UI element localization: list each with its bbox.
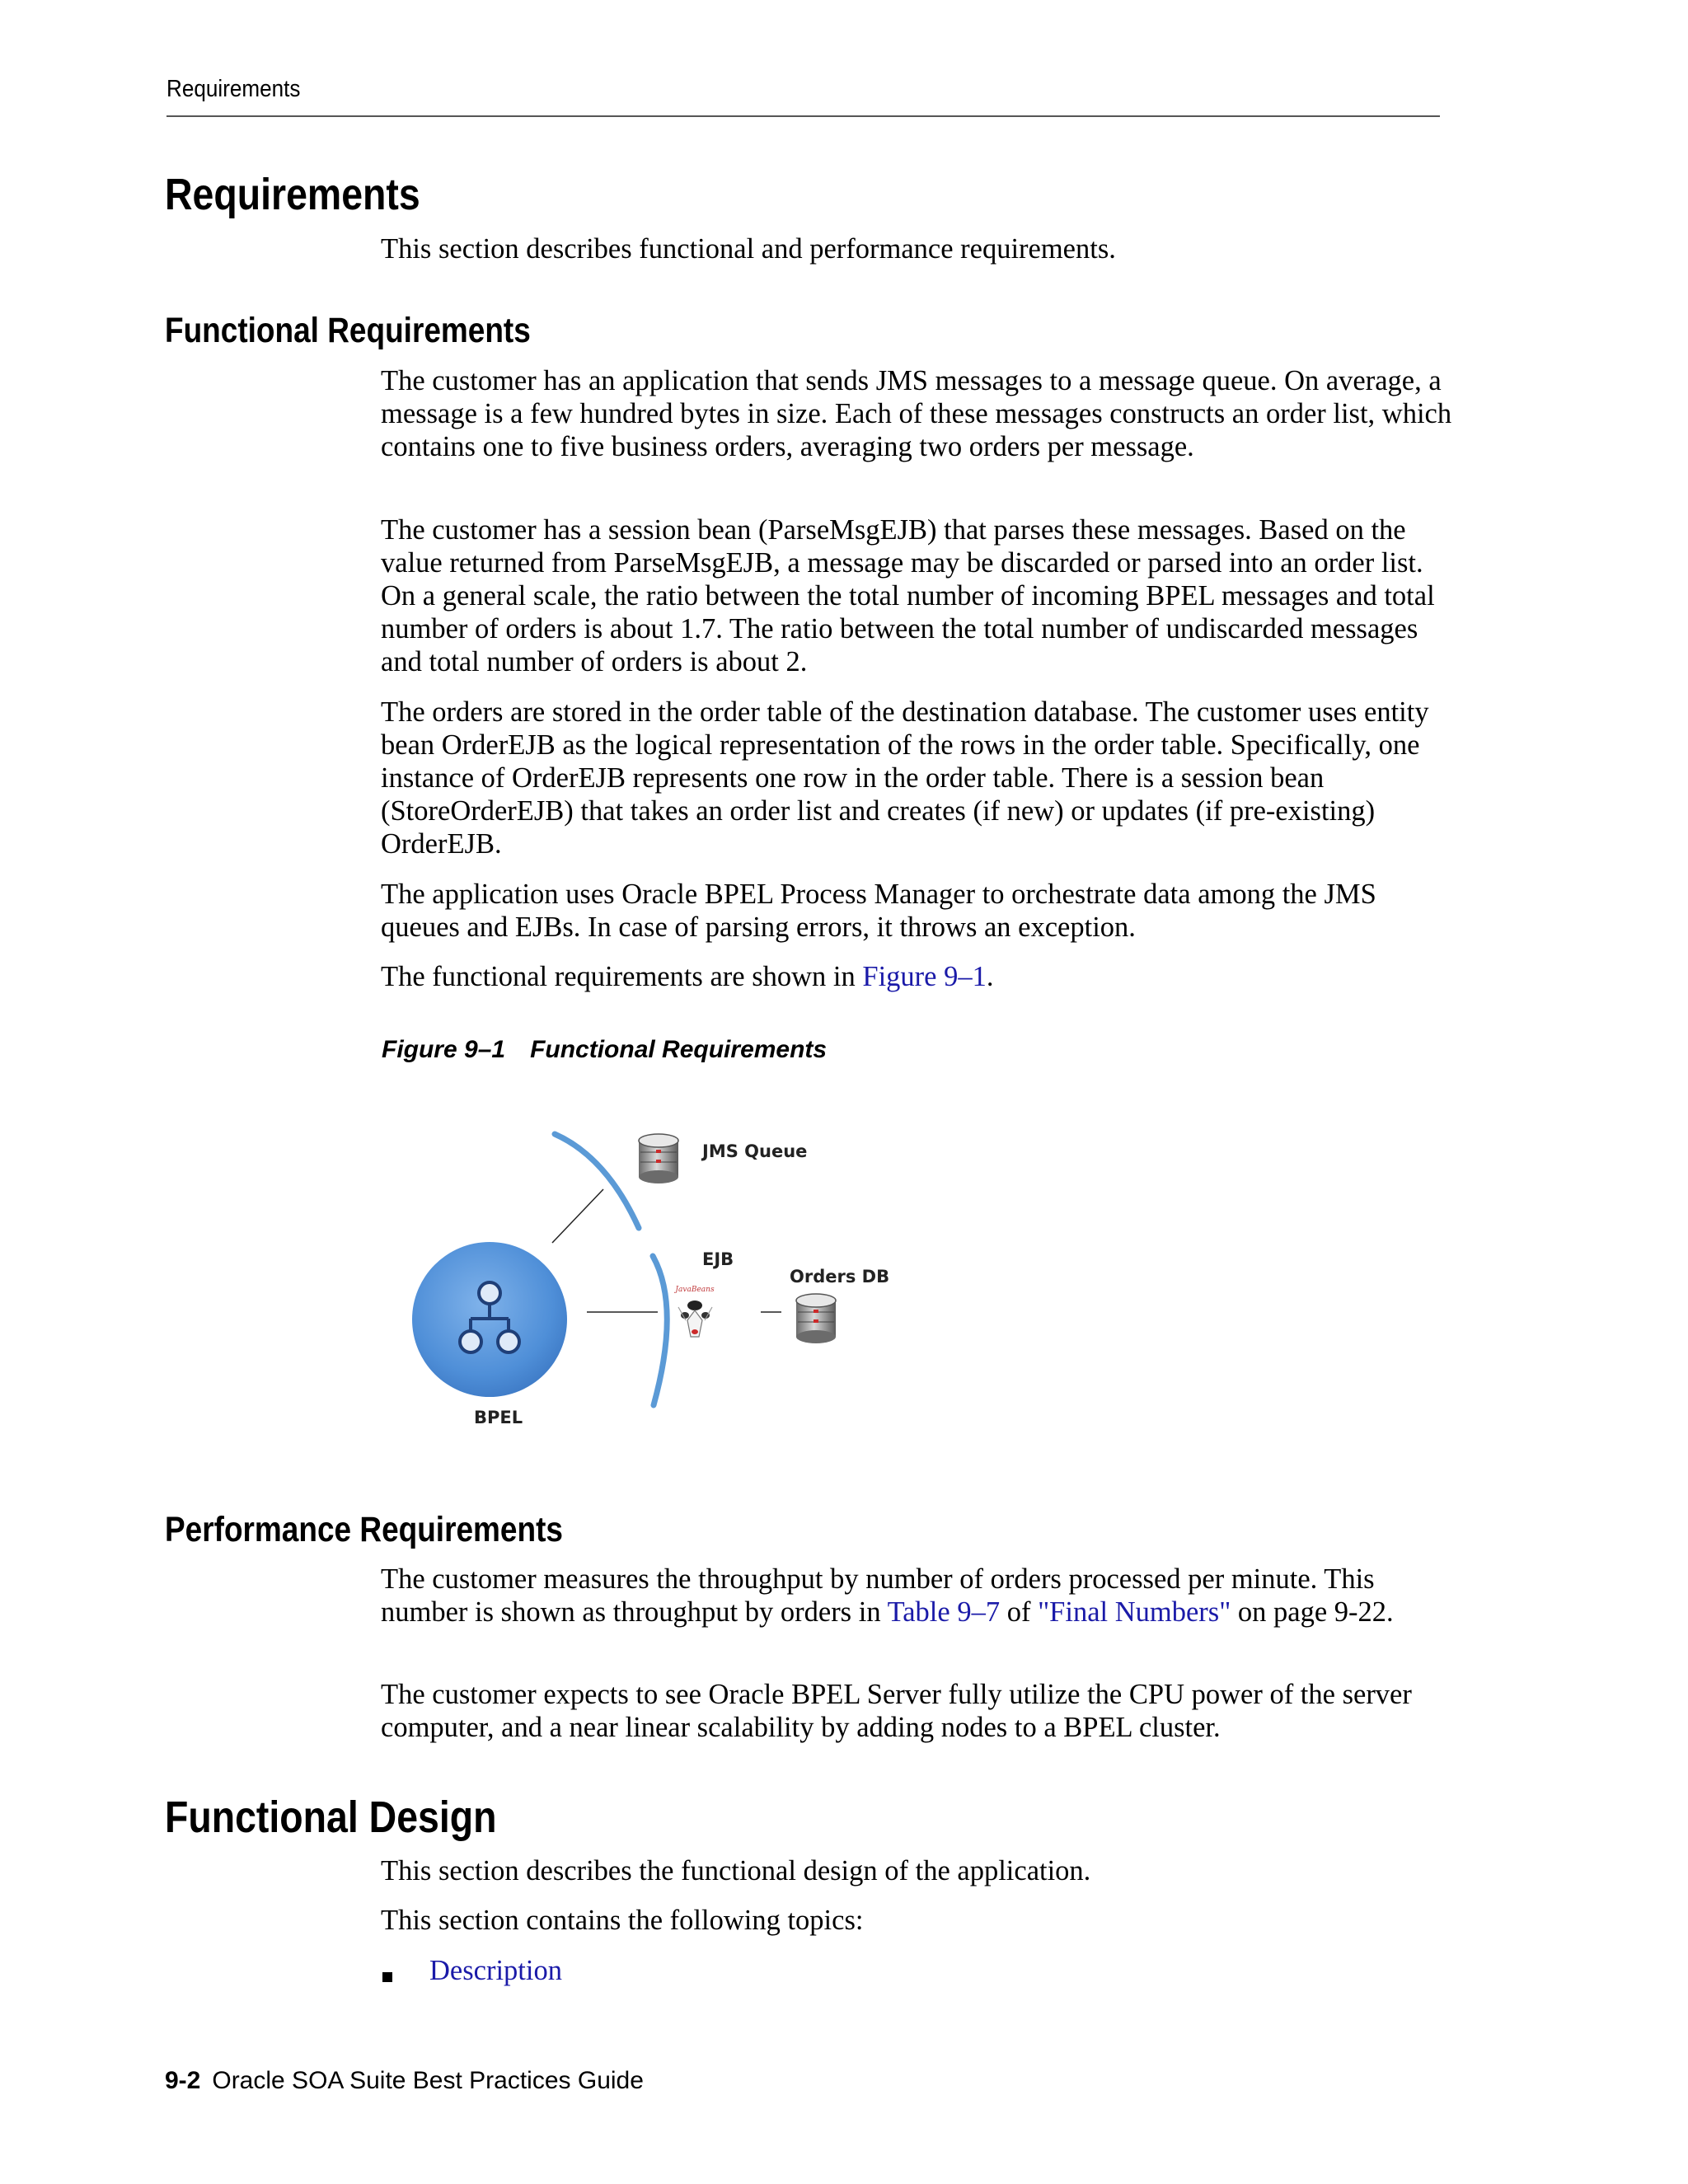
jms-queue-label: JMS Queue (702, 1141, 808, 1161)
bpel-process-icon (412, 1242, 567, 1397)
figure-9-1-link[interactable]: Figure 9–1 (862, 961, 987, 992)
bpel-to-jms-line (552, 1189, 603, 1243)
running-head: Requirements (166, 76, 301, 102)
final-numbers-link[interactable]: "Final Numbers" (1038, 1596, 1231, 1628)
functional-requirements-diagram (396, 1104, 907, 1451)
requirements-intro: This section describes functional and performance requirements. (381, 233, 1116, 265)
heading-requirements: Requirements (165, 170, 420, 219)
heading-functional-requirements: Functional Requirements (165, 311, 531, 350)
footer-book-title: Oracle SOA Suite Best Practices Guide (212, 2067, 644, 2094)
orders-db-label: Orders DB (790, 1267, 890, 1286)
figure-title: Functional Requirements (530, 1036, 828, 1063)
jms-queue-database-icon (639, 1134, 678, 1183)
page-footer (165, 2067, 644, 2095)
topic-description-text[interactable]: Description (429, 1955, 562, 1986)
functional-paragraph-2: The customer has a session bean (ParseMsgEJB) that parses these messages. Based on the value returned from ParseMsgEJB, a message may be discarded or parsed into an order list. On a general scale, the ratio between the total number of incoming BPEL messages and total number of orders is about 1.7. The ratio between the total number of undiscarded messages and total number of orders is about 2. (381, 514, 1435, 677)
orders-db-database-icon (796, 1294, 836, 1343)
header-rule (166, 115, 1440, 117)
ejb-label: EJB (702, 1249, 734, 1269)
heading-performance-requirements: Performance Requirements (165, 1510, 563, 1549)
performance-paragraph-2: The customer expects to see Oracle BPEL Server fully utilize the CPU power of the server computer, and a near linear scalability by adding nodes to a BPEL cluster. (381, 1679, 1412, 1743)
bpel-label: BPEL (474, 1408, 523, 1427)
table-9-7-link[interactable]: Table 9–7 (887, 1596, 1001, 1628)
topic-description-link[interactable] (429, 1954, 924, 1987)
figure-number: Figure 9–1 (382, 1036, 506, 1063)
upper-arc (555, 1134, 639, 1228)
design-paragraph-2: This section contains the following topics: (381, 1905, 864, 1936)
perf-text-mid: of (1000, 1596, 1039, 1628)
bullet-square-icon (382, 1972, 392, 1982)
functional-paragraph-1: The customer has an application that sends JMS messages to a message queue. On average, a message is a few hundred bytes in size. Each of these messages constructs an order list, which contains one to five business orders, averaging two orders per message. (381, 365, 1452, 462)
performance-paragraph-1 (381, 1563, 1452, 1629)
functional-paragraph-4: The application uses Oracle BPEL Process Manager to orchestrate data among the JMS queues and EJBs. In case of parsing errors, it throws an exception. (381, 879, 1376, 943)
figure-caption (382, 1036, 827, 1064)
javabeans-logo-text: JavaBeans (675, 1286, 715, 1294)
functional-paragraph-3: The orders are stored in the order table of the destination database. The customer uses entity bean OrderEJB as the logical representation of the rows in the order table. Specifically, one instance of OrderEJB represents one row in the order table. There is a session bean (StoreOrderEJB) that takes an order list and creates (if new) or updates (if pre-existing) OrderEJB. (381, 696, 1429, 860)
p5-text-after: . (986, 961, 994, 992)
perf-text-after: on page 9-22. (1231, 1596, 1394, 1628)
p5-text-before: The functional requirements are shown in (381, 961, 863, 992)
perf-text-before: The customer measures the throughput by number of orders processed per minute. This number is shown as throughput by orders in (381, 1563, 1375, 1628)
functional-paragraph-5 (381, 960, 1452, 993)
heading-functional-design: Functional Design (165, 1793, 497, 1842)
footer-page-number: 9-2 (165, 2067, 201, 2094)
design-paragraph-1: This section describes the functional design of the application. (381, 1855, 1091, 1886)
lower-arc (653, 1256, 667, 1405)
ejb-javabeans-icon (673, 1286, 715, 1337)
